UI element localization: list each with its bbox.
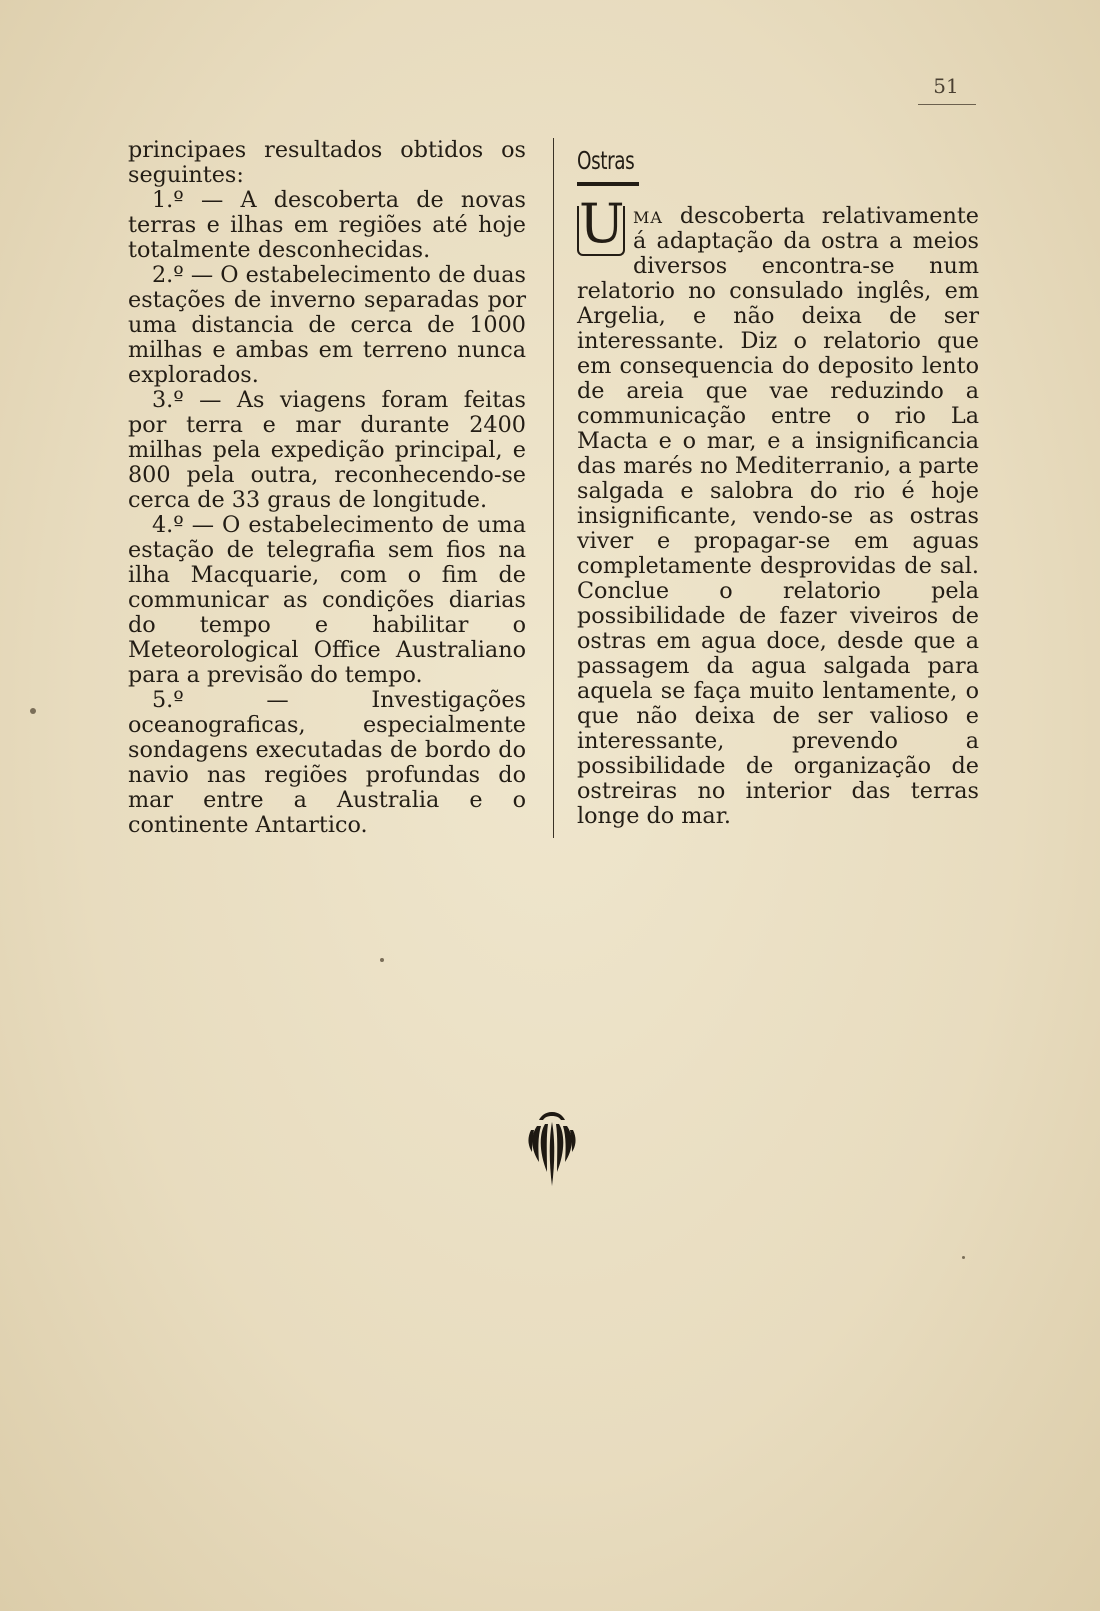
left-column: [128, 138, 526, 838]
dropcap-letter: U: [579, 192, 625, 255]
article-text: descoberta relativamente á adaptação da ostra a meios diversos encontra-se num relatorio no consulado inglês, em Argelia, e não deixa de ser interessante. Diz o relatorio que em consequencia do deposito lento de areia que vae reduzindo a communicação entre o rio La Macta e o mar, e a insignificancia das marés no Mediterranio, a parte salgada e salobra do rio é hoje insignificante, vendo-se as ostras viver e propagar-se em aguas completamente desprovidas de sal. Conclue o relatorio pela possibilidade de fazer viveiros de ostras em agua doce, desde que a passagem da agua salgada para aquela se faça muito lentamente, o que não deixa de ser valioso e interessante, prevendo a possibilidade de organização de ostreiras no interior das terras longe do mar.: [577, 203, 979, 829]
paragraph-item-4: 4.º — O estabelecimento de uma estação de telegrafia sem fios na ilha Macquarie, com o fim de communicar as condições diarias do tempo e habilitar o Meteorological Office Australiano para a previsão do tempo.: [128, 512, 526, 688]
paper-speck: [380, 958, 384, 962]
paragraph-item-3: 3.º — As viagens foram feitas por terra e mar durante 2400 milhas pela expedição principal, e 800 pela outra, reconhecendo-se cerca de 33 graus de longitude.: [128, 387, 526, 513]
page-number: 51: [933, 74, 959, 98]
paragraph-item-2: 2.º — O estabelecimento de duas estações de inverno separadas por uma distancia de cerca de 1000 milhas e ambas em terreno nunca explorados.: [128, 262, 526, 388]
first-word-rest: ma: [633, 203, 663, 229]
header-rule: [918, 104, 976, 105]
paper-speck: [30, 708, 36, 714]
palmette-ornament-icon: [527, 1108, 577, 1188]
paragraph-item-1: 1.º — A descoberta de novas terras e ilhas em regiões até hoje totalmente desconhecidas.: [128, 187, 526, 263]
column-divider: [553, 138, 554, 838]
paragraph-intro: principaes resultados obtidos os seguintes:: [128, 137, 526, 188]
right-column: [577, 138, 979, 829]
article-body: [577, 192, 979, 829]
section-title: Ostras: [577, 146, 635, 175]
paragraph-item-5: 5.º — Investigações oceanograficas, especialmente sondagens executadas de bordo do navio nas regiões profundas do mar entre a Australia e o continente Antartico.: [128, 687, 526, 838]
paper-speck: [962, 1256, 965, 1259]
title-rule: [577, 182, 639, 186]
